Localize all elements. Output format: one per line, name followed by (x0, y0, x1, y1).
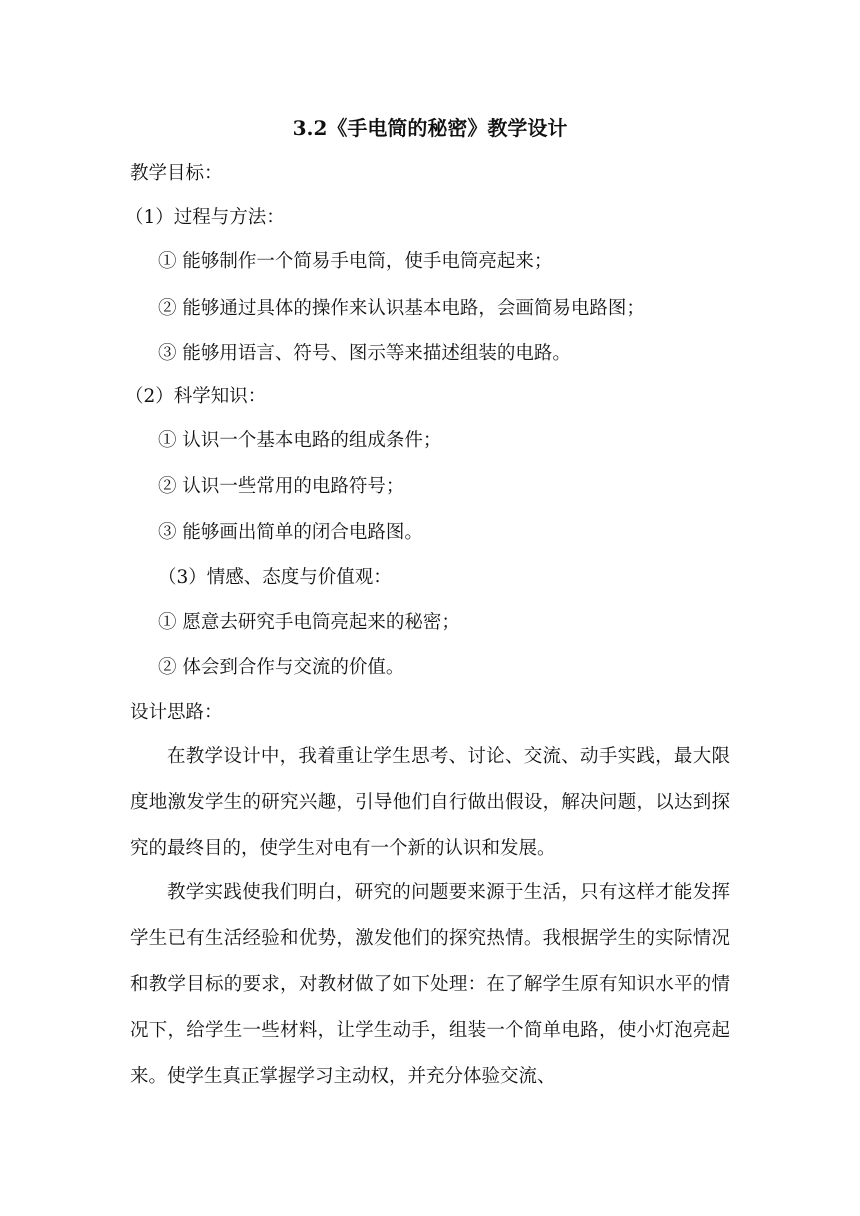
goal-item-3-2: ② 体会到合作与交流的价值。 (158, 657, 405, 678)
goal-item-3-1: ① 愿意去研究手电筒亮起来的秘密； (158, 612, 460, 633)
goal-group-heading-3: （3）情感、态度与价值观： (158, 567, 392, 588)
goal-item-2-1: ① 认识一个基本电路的组成条件； (158, 430, 442, 451)
goal-item-2-3: ③ 能够画出简单的闭合电路图。 (158, 522, 423, 543)
design-paragraph-1: 在教学设计中，我着重让学生思考、讨论、交流、动手实践，最大限度地激发学生的研究兴趣，引导他们自行做出假设，解决问题，以达到探究的最终目的，使学生对电有一个新的认识和发展。 (130, 746, 730, 859)
goal-group-heading-2: （2）科学知识： (125, 386, 267, 407)
goal-item-1-2: ② 能够通过具体的操作来认识基本电路，会画简易电路图； (158, 298, 645, 319)
design-paragraph-2: 教学实践使我们明白，研究的问题要来源于生活，只有这样才能发挥学生已有生活经验和优势，激发他们的探究热情。我根据学生的实际情况和教学目标的要求，对教材做了如下处理：在了解学生原有知识水平的情况下，给学生一些材料，让学生动手，组装一个简单电路，使小灯泡亮起来。使学生真正掌握学习主动权，并充分体验交流、 (130, 882, 730, 1087)
goal-item-1-1: ① 能够制作一个简易手电筒，使手电筒亮起来； (158, 251, 553, 272)
goals-heading: 教学目标： (130, 163, 223, 184)
goal-item-2-2: ② 认识一些常用的电路符号； (158, 476, 405, 497)
document-title: 3.2《手电筒的秘密》教学设计 (292, 116, 568, 140)
goal-item-1-3: ③ 能够用语言、符号、图示等来描述组装的电路。 (158, 343, 571, 364)
goal-group-heading-1: （1）过程与方法： (125, 207, 285, 228)
design-heading: 设计思路： (130, 702, 223, 723)
